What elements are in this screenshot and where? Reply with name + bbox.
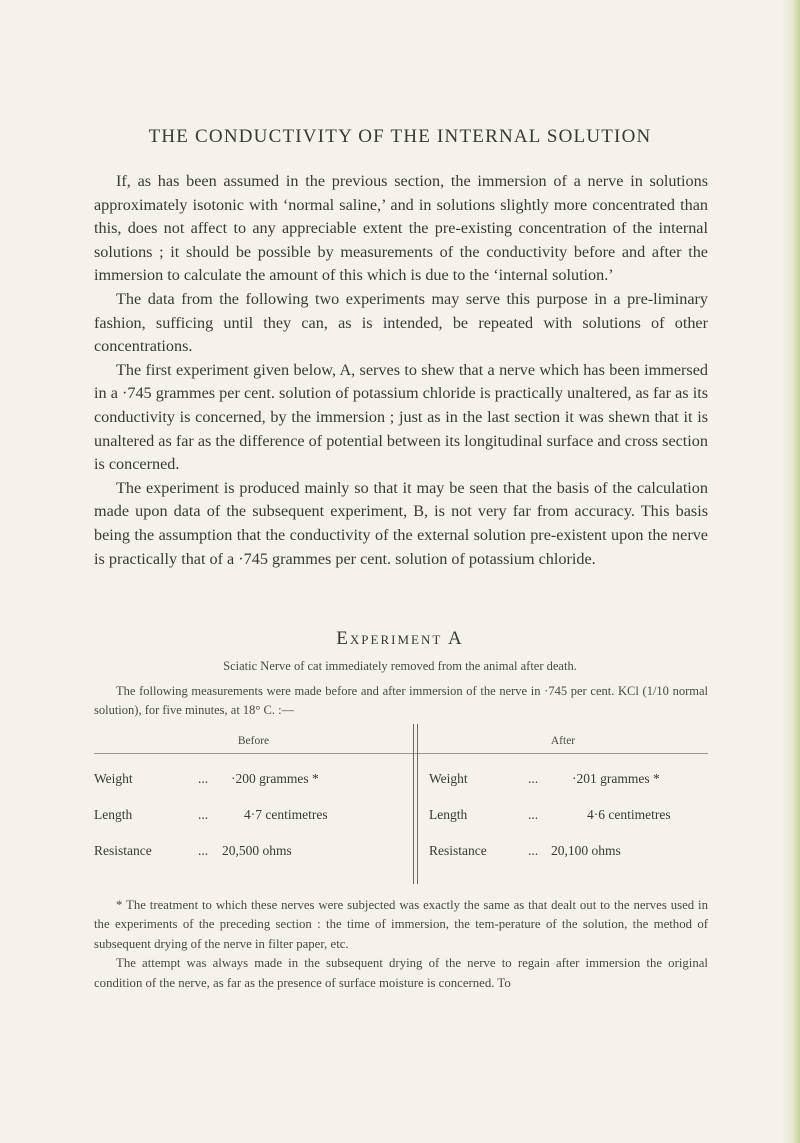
row-value: ·200 grammes * xyxy=(231,771,319,786)
paragraph-2: The data from the following two experiments may serve this purpose in a pre-liminary fashion, sufficing until they can, as is intended, be repeated with solutions of other concentrations. xyxy=(94,289,708,356)
row-label: Weight xyxy=(94,771,133,786)
footnote-1: * The treatment to which these nerves were subjected was exactly the same as that dealt out to the nerves used in the experiments of the preceding section : the time of immersion, the tem-perature of the solution, the method of subsequent drying of the nerve in filter paper, etc. xyxy=(94,898,708,951)
row-label: Weight xyxy=(429,771,468,786)
experiment-intro xyxy=(94,682,708,720)
row-dots: ... xyxy=(198,771,209,786)
row-dots: ... xyxy=(528,771,539,786)
experiment-intro-text: The following measurements were made before and after immersion of the nerve in ·745 per cent. KCl (1/10 normal solution), for five minutes, at 18° C. :— xyxy=(94,684,708,717)
running-head: THE CONDUCTIVITY OF THE INTERNAL SOLUTION xyxy=(148,126,652,147)
row-label: Resistance xyxy=(94,843,152,858)
row-dots: ... xyxy=(198,843,209,858)
paragraph-1: If, as has been assumed in the previous section, the immersion of a nerve in solutions approximately isotonic with ‘normal saline,’ and in solutions slightly more concentrated than this, does not affect to any appreciable extent the pre-existing concentration of the internal solutions ; it should be possible by measurements of the conductivity before and after the immersion to calculate the amount of this which is due to the ‘internal solution.’ xyxy=(94,172,708,285)
row-label: Length xyxy=(94,807,133,822)
experiment-heading: Experiment A xyxy=(336,628,464,649)
row-value: 4·7 centimetres xyxy=(244,807,328,822)
row-label: Length xyxy=(429,807,468,822)
table-column-divider-double xyxy=(417,724,418,884)
row-value: 4·6 centimetres xyxy=(587,807,671,822)
row-value: 20,100 ohms xyxy=(551,843,621,858)
row-value: 20,500 ohms xyxy=(222,843,292,858)
footnotes xyxy=(94,896,708,993)
row-dots: ... xyxy=(198,807,209,822)
row-value: ·201 grammes * xyxy=(572,771,660,786)
paragraph-4: The experiment is produced mainly so that it may be seen that the basis of the calculation made upon data of the subsequent experiment, B, is not very far from accuracy. This basis being the assumption that the conductivity of the external solution pre-existent upon the nerve is practically that of a ·745 grammes per cent. solution of potassium chloride. xyxy=(94,478,708,568)
row-label: Resistance xyxy=(429,843,487,858)
footnote-2: The attempt was always made in the subsequent drying of the nerve to regain after immersion the original condition of the nerve, as far as the presence of surface moisture is concerned. To xyxy=(94,956,708,990)
table-header-before: Before xyxy=(237,735,270,747)
experiment-subtitle: Sciatic Nerve of cat immediately removed from the animal after death. xyxy=(223,659,577,673)
row-dots: ... xyxy=(528,807,539,822)
table-header-rule xyxy=(94,753,708,754)
table-header-after: After xyxy=(550,735,576,747)
page-edge-shading xyxy=(782,0,800,1143)
paragraph-3: The first experiment given below, A, serves to shew that a nerve which has been immersed in a ·745 grammes per cent. solution of potassium chloride is practically unaltered, as far as its conductivity is concerned, by the immersion ; just as in the last section it was shewn that it is unaltered as far as the difference of potential between its longitudinal surface and cross section is concerned. xyxy=(94,360,708,474)
table-column-divider xyxy=(413,724,414,884)
body-text xyxy=(94,170,708,571)
measurements-table xyxy=(94,724,708,884)
row-dots: ... xyxy=(528,843,539,858)
